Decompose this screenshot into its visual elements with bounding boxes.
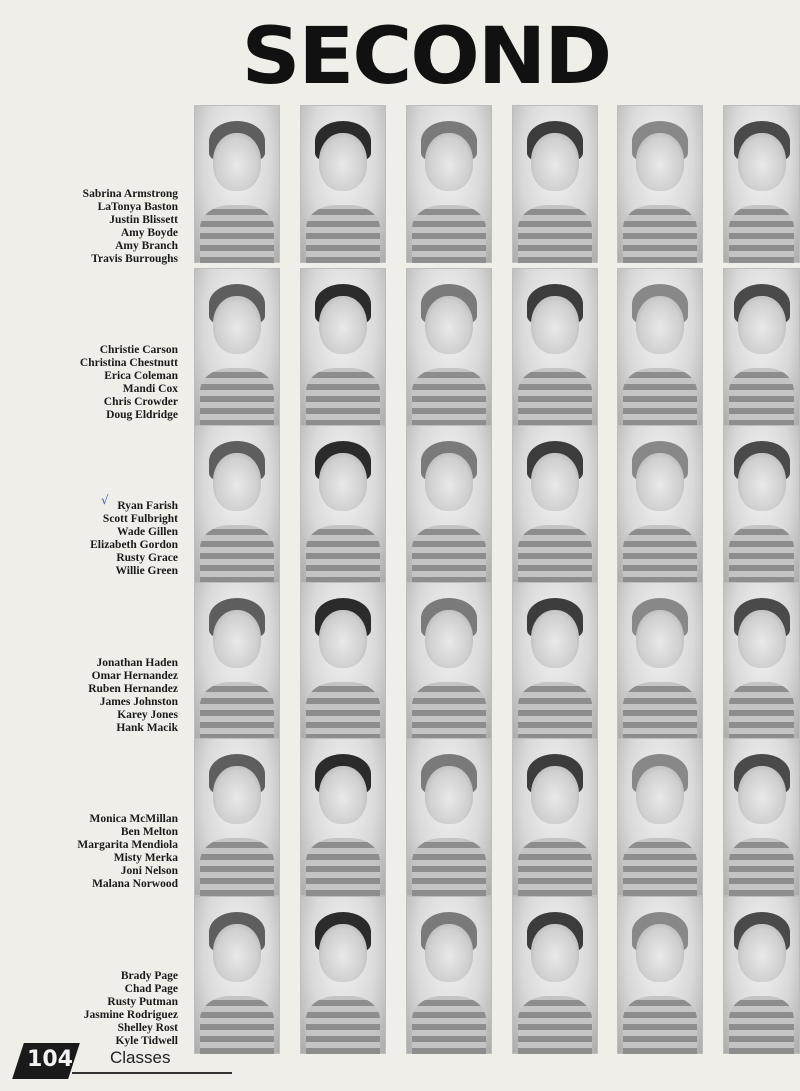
- student-photo: [194, 582, 280, 740]
- student-name: Amy Boyde: [120, 227, 178, 239]
- photo-shirt: [306, 368, 380, 426]
- section-label: Classes: [110, 1048, 171, 1067]
- photo-face: [425, 296, 473, 354]
- student-name: Ruben Hernandez: [88, 683, 178, 695]
- photo-face: [636, 610, 684, 668]
- photo-shirt: [518, 368, 592, 426]
- student-name: Travis Burroughs: [91, 253, 178, 265]
- student-name: Margarita Mendiola: [77, 839, 178, 851]
- photo-face: [213, 453, 261, 511]
- student-photo: [512, 105, 598, 263]
- photo-face: [213, 610, 261, 668]
- student-name: Karey Jones: [117, 709, 178, 721]
- student-photo: [723, 268, 800, 426]
- photo-shirt: [306, 838, 380, 896]
- student-photo: [723, 105, 800, 263]
- photo-face: [531, 924, 579, 982]
- student-photo: [617, 425, 703, 583]
- photo-shirt: [200, 682, 274, 740]
- student-photo: [617, 738, 703, 896]
- check-mark: √: [101, 493, 109, 507]
- page-title: SECOND: [241, 12, 611, 102]
- footer-rule: [72, 1072, 232, 1074]
- student-name: Misty Merka: [113, 852, 178, 864]
- student-photo: [194, 268, 280, 426]
- photo-face: [425, 924, 473, 982]
- photo-shirt: [412, 996, 486, 1054]
- photo-shirt: [412, 682, 486, 740]
- photo-face: [319, 453, 367, 511]
- student-photo: [406, 268, 492, 426]
- student-name: Kyle Tidwell: [115, 1035, 178, 1047]
- student-photo: [723, 425, 800, 583]
- photo-face: [636, 133, 684, 191]
- photo-face: [531, 453, 579, 511]
- student-name: Scott Fulbright: [102, 513, 178, 525]
- student-photo: [194, 425, 280, 583]
- photo-shirt: [518, 525, 592, 583]
- student-name: James Johnston: [99, 696, 178, 708]
- photo-shirt: [412, 525, 486, 583]
- photo-shirt: [623, 368, 697, 426]
- photo-face: [425, 766, 473, 824]
- photo-shirt: [623, 205, 697, 263]
- student-name: Elizabeth Gordon: [90, 539, 178, 551]
- student-name: Rusty Putman: [107, 996, 178, 1008]
- student-photo: [194, 738, 280, 896]
- photo-face: [738, 296, 786, 354]
- student-photo: [300, 268, 386, 426]
- photo-face: [425, 453, 473, 511]
- photo-shirt: [518, 682, 592, 740]
- student-photo: [406, 105, 492, 263]
- student-name: Jasmine Rodriguez: [83, 1009, 178, 1021]
- student-name: Omar Hernandez: [91, 670, 178, 682]
- photo-shirt: [729, 525, 794, 583]
- photo-face: [319, 610, 367, 668]
- student-photo: [300, 582, 386, 740]
- photo-face: [738, 610, 786, 668]
- photo-face: [425, 610, 473, 668]
- student-photo: [406, 896, 492, 1054]
- student-name: Erica Coleman: [104, 370, 178, 382]
- photo-shirt: [729, 205, 794, 263]
- photo-shirt: [306, 205, 380, 263]
- student-name: Chris Crowder: [103, 396, 178, 408]
- photo-shirt: [306, 682, 380, 740]
- student-photo: [723, 738, 800, 896]
- student-photo: [300, 425, 386, 583]
- student-name: Mandi Cox: [122, 383, 178, 395]
- photo-shirt: [200, 525, 274, 583]
- photo-face: [319, 133, 367, 191]
- photo-face: [425, 133, 473, 191]
- photo-shirt: [200, 205, 274, 263]
- student-photo: [194, 105, 280, 263]
- student-name: Amy Branch: [115, 240, 178, 252]
- student-name: Monica McMillan: [89, 813, 178, 825]
- name-list-row-1: [20, 188, 178, 266]
- student-name: Jonathan Haden: [96, 657, 178, 669]
- student-photo: [194, 896, 280, 1054]
- student-photo: [300, 896, 386, 1054]
- student-photo: [406, 425, 492, 583]
- photo-shirt: [518, 838, 592, 896]
- photo-shirt: [623, 838, 697, 896]
- student-name: Sabrina Armstrong: [82, 188, 178, 200]
- photo-shirt: [200, 996, 274, 1054]
- photo-face: [319, 296, 367, 354]
- student-photo: [406, 738, 492, 896]
- photo-face: [531, 296, 579, 354]
- student-name: Brady Page: [120, 970, 178, 982]
- photo-face: [319, 766, 367, 824]
- photo-shirt: [518, 205, 592, 263]
- photo-shirt: [518, 996, 592, 1054]
- student-name: Ben Melton: [120, 826, 178, 838]
- student-name: Ryan Farish: [117, 500, 178, 512]
- name-list-row-3: [20, 500, 178, 578]
- student-photo: [512, 896, 598, 1054]
- photo-shirt: [306, 525, 380, 583]
- student-name: LaTonya Baston: [97, 201, 178, 213]
- student-photo: [300, 738, 386, 896]
- photo-face: [738, 924, 786, 982]
- student-name: Hank Macik: [116, 722, 178, 734]
- student-photo: [512, 738, 598, 896]
- photo-face: [213, 924, 261, 982]
- student-name: Joni Nelson: [120, 865, 178, 877]
- photo-shirt: [412, 205, 486, 263]
- student-name: Willie Green: [115, 565, 178, 577]
- student-photo: [617, 582, 703, 740]
- photo-shirt: [729, 838, 794, 896]
- student-photo: [723, 896, 800, 1054]
- name-list-row-6: [20, 970, 178, 1048]
- photo-shirt: [729, 682, 794, 740]
- photo-face: [319, 924, 367, 982]
- student-name: Malana Norwood: [92, 878, 178, 890]
- photo-shirt: [412, 368, 486, 426]
- student-name: Christie Carson: [99, 344, 178, 356]
- student-photo: [617, 896, 703, 1054]
- photo-shirt: [623, 682, 697, 740]
- student-photo: [300, 105, 386, 263]
- student-photo: [617, 268, 703, 426]
- photo-face: [636, 766, 684, 824]
- student-name: Wade Gillen: [116, 526, 178, 538]
- photo-shirt: [412, 838, 486, 896]
- student-photo: [512, 425, 598, 583]
- photo-shirt: [623, 996, 697, 1054]
- name-list-row-4: [20, 657, 178, 735]
- student-name: Justin Blissett: [109, 214, 178, 226]
- photo-face: [738, 453, 786, 511]
- student-photo: [512, 268, 598, 426]
- photo-face: [738, 133, 786, 191]
- student-photo: [406, 582, 492, 740]
- student-photo: [512, 582, 598, 740]
- photo-face: [636, 924, 684, 982]
- photo-shirt: [306, 996, 380, 1054]
- page-number: 104: [27, 1047, 73, 1072]
- student-photo: [617, 105, 703, 263]
- student-name: Christina Chestnutt: [79, 357, 178, 369]
- student-name: Doug Eldridge: [106, 409, 178, 421]
- photo-face: [636, 453, 684, 511]
- photo-face: [531, 766, 579, 824]
- name-list-row-2: [20, 344, 178, 422]
- photo-face: [531, 610, 579, 668]
- photo-shirt: [729, 368, 794, 426]
- photo-shirt: [200, 368, 274, 426]
- photo-face: [213, 766, 261, 824]
- photo-face: [738, 766, 786, 824]
- photo-face: [213, 133, 261, 191]
- photo-shirt: [623, 525, 697, 583]
- name-list-row-5: [20, 813, 178, 891]
- student-photo: [723, 582, 800, 740]
- photo-face: [531, 133, 579, 191]
- student-name: Rusty Grace: [116, 552, 178, 564]
- photo-face: [213, 296, 261, 354]
- student-name: Shelley Rost: [117, 1022, 178, 1034]
- student-name: Chad Page: [124, 983, 178, 995]
- photo-shirt: [200, 838, 274, 896]
- photo-face: [636, 296, 684, 354]
- photo-shirt: [729, 996, 794, 1054]
